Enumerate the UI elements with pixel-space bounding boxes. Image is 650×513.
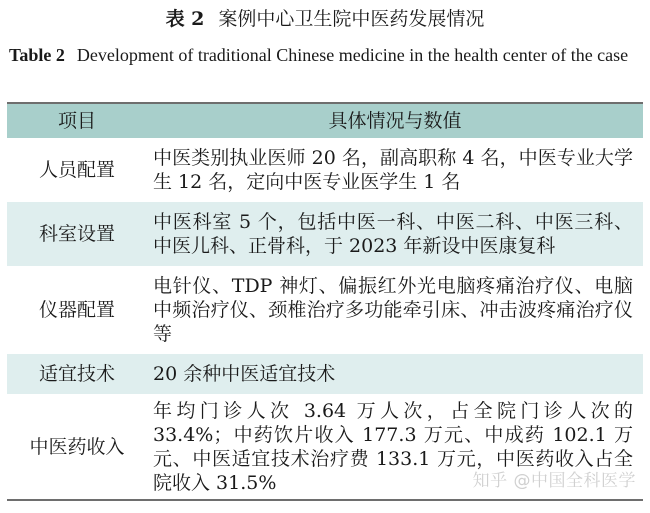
table-title-cn: 案例中心卫生院中医药发展情况: [218, 8, 485, 30]
row-description: 中医科室 5 个，包括中医一科、中医二科、中医三科、中医儿科、正骨科，于 2023 年新设中医康复科: [147, 202, 643, 267]
table-row: [7, 139, 643, 202]
table-title-en: Development of traditional Chinese medicine in the health center of the case: [76, 45, 629, 65]
row-item-label: 适宜技术: [7, 354, 147, 395]
table-number-cn: 表 2: [165, 8, 205, 30]
row-description: 年均门诊人次 3.64 万人次，占全院门诊人次的 33.4%；中药饮片收入 177.3 万元、中成药 102.1 万元、中医适宜技术治疗费 133.1 万元，中医药收入占全院收入 31.5%: [147, 395, 643, 501]
row-item-label: 中医药收入: [7, 395, 147, 501]
row-description: 电针仪、TDP 神灯、偏振红外光电脑疼痛治疗仪、电脑中频治疗仪、颈椎治疗多功能牵引床、冲击波疼痛治疗仪等: [147, 267, 643, 354]
row-description: 中医类别执业医师 20 名，副高职称 4 名，中医专业大学生 12 名，定向中医专业医学生 1 名: [147, 139, 643, 202]
row-item-label: 人员配置: [7, 139, 147, 202]
table-number-en: Table 2: [9, 45, 65, 65]
tcm-development-table: [7, 102, 643, 501]
header-item: 项目: [7, 103, 147, 139]
watermark: 知乎 @中国全科医学: [472, 471, 636, 491]
row-description: 20 余种中医适宜技术: [147, 354, 643, 395]
table-row: [7, 267, 643, 354]
header-details: 具体情况与数值: [147, 103, 643, 139]
table-header-row: [7, 103, 643, 139]
table-caption-en: [9, 42, 645, 69]
table-row: [7, 202, 643, 267]
row-item-label: 科室设置: [7, 202, 147, 267]
table-row: [7, 354, 643, 395]
table-caption-cn: [0, 6, 650, 32]
row-item-label: 仪器配置: [7, 267, 147, 354]
